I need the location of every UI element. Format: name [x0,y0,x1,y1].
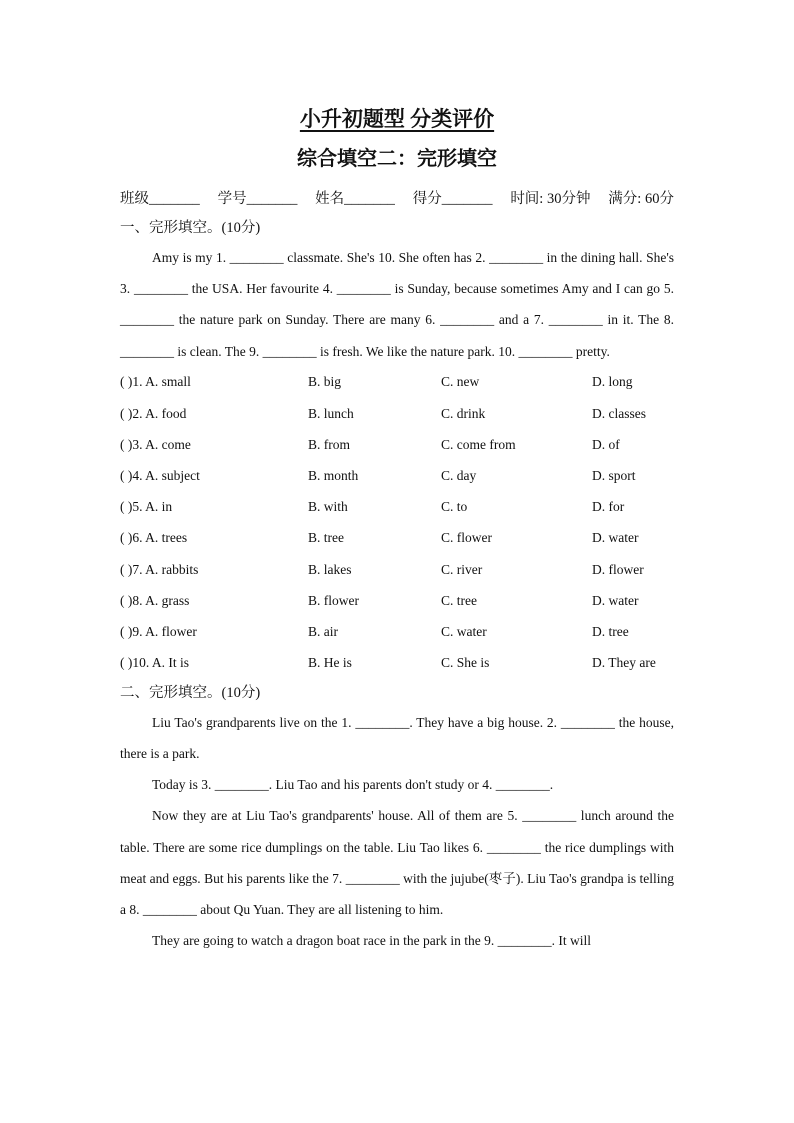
question-row [120,554,674,585]
question-option-b: B. from [308,436,350,452]
question-option-c: C. come from [441,436,516,452]
question-option-c: C. water [441,623,487,639]
question-option-a: ( )1. A. small [120,374,191,390]
question-option-a: ( )8. A. grass [120,592,190,608]
class-field: 班级_______ [120,191,200,207]
question-option-b: B. lakes [308,561,352,577]
question-option-a: ( )5. A. in [120,499,173,515]
question-option-a: ( )3. A. come [120,436,191,452]
section-1-questions [120,367,674,679]
question-option-a: ( )2. A. food [120,405,187,421]
section-2-paragraph: Liu Tao's grandparents live on the 1. ________. They have a big house. 2. ________ the house, there is a park. [120,714,674,761]
question-row [120,429,674,460]
section-2-paragraph: Today is 3. ________. Liu Tao and his parents don't study or 4. ________. [152,777,554,793]
number-field: 学号_______ [217,191,298,207]
question-option-c: C. She is [441,655,490,671]
question-option-b: B. with [308,499,348,515]
question-option-d: D. water [592,592,639,608]
score-field: 得分_______ [412,191,493,207]
question-option-d: D. flower [592,561,644,577]
question-option-d: D. tree [592,623,629,639]
question-row [120,398,674,429]
section-2-paragraph: Now they are at Liu Tao's grandparents' house. All of them are 5. ________ lunch around the table. There are some rice dumplings on the table. Liu Tao likes 6. ________ the rice dumplings with meat and eggs. But his parents like the 7. ________ with the jujube(枣子). Liu Tao's grandpa is telling a 8. ________ about Qu Yuan. They are all listening to him. [120,808,674,917]
time-limit: 时间: 30分钟 [510,191,591,207]
question-row [120,492,674,523]
question-option-d: D. for [592,499,625,515]
question-option-b: B. tree [308,530,344,546]
question-option-b: B. big [308,374,342,390]
question-option-b: B. He is [308,655,352,671]
question-option-d: D. classes [592,405,646,421]
question-option-a: ( )10. A. It is [120,655,189,671]
question-option-c: C. to [441,499,468,515]
question-row [120,523,674,554]
worksheet-title: 小升初题型 分类评价 [299,107,495,131]
question-option-c: C. drink [441,405,486,421]
section-2-heading: 二、完形填空。(10分) [120,684,261,701]
question-option-d: D. sport [592,467,636,483]
question-row [120,367,674,398]
question-option-d: D. of [592,436,620,452]
question-option-c: C. day [441,467,477,483]
question-option-a: ( )6. A. trees [120,530,188,546]
question-option-d: D. They are [592,655,656,671]
question-option-b: B. flower [308,592,359,608]
name-field: 姓名_______ [315,191,395,207]
question-option-d: D. water [592,530,639,546]
worksheet-subtitle: 综合填空二：完形填空 [297,148,497,170]
worksheet-page [120,96,674,956]
question-option-c: C. flower [441,530,492,546]
question-option-c: C. new [441,374,480,390]
question-option-d: D. long [592,374,633,390]
question-option-c: C. tree [441,592,477,608]
section-1-passage: Amy is my 1. ________ classmate. She's 10. She often has 2. ________ in the dining hall. She's 3. ________ the USA. Her favourite 4. ________ is Sunday, because sometimes Amy and I can go 5. ________ the nature park on Sunday. There are many 6. ________ and a 7. ________ in it. The 8. ________ is clean. The 9. ________ is fresh. We like the nature park. 10. ________ pretty. [120,250,674,359]
question-option-b: B. month [308,467,359,483]
student-info-line [120,184,674,214]
question-option-c: C. river [441,561,483,577]
question-row [120,460,674,491]
question-option-b: B. air [308,623,338,639]
question-option-b: B. lunch [308,405,354,421]
question-row [120,585,674,616]
full-marks: 满分: 60分 [608,191,674,207]
section-2-paragraph: They are going to watch a dragon boat race in the park in the 9. ________. It will [152,933,591,949]
question-option-a: ( )9. A. flower [120,623,197,639]
question-option-a: ( )4. A. subject [120,467,200,483]
question-row [120,648,674,679]
question-row [120,616,674,647]
section-1-heading: 一、完形填空。(10分) [120,220,261,236]
question-option-a: ( )7. A. rabbits [120,561,199,577]
